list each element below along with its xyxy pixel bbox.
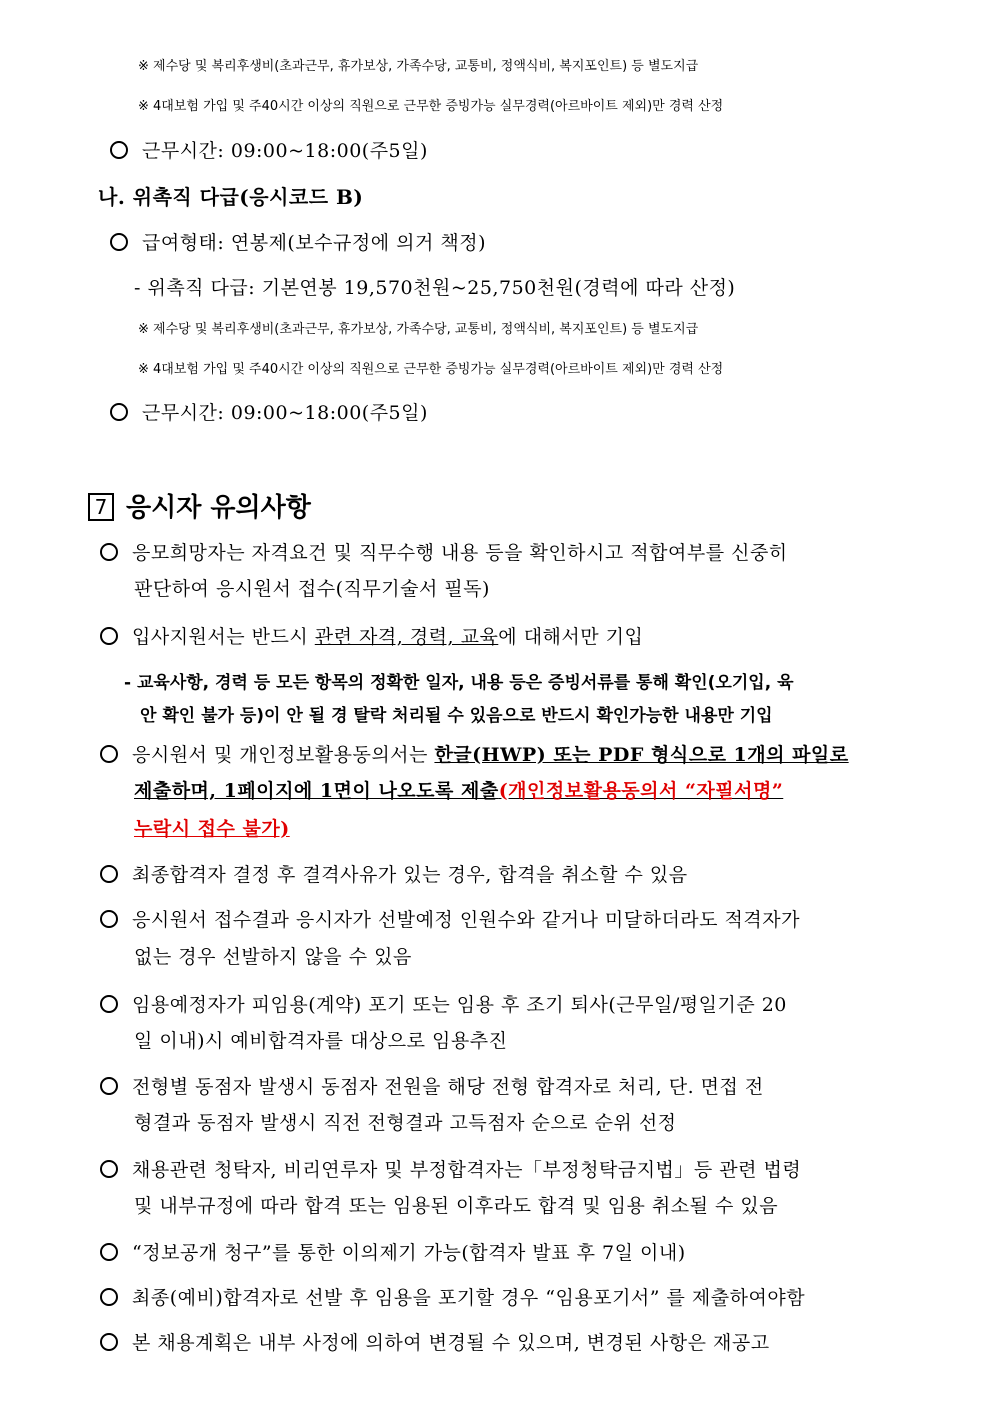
section-number-box: 7 [88, 493, 114, 521]
notice-item-3 [100, 740, 849, 767]
notice-item-8 [100, 1155, 801, 1182]
notice-item-9-text: “정보공개 청구”를 통한 이의제기 가능(합격자 발표 후 7일 이내) [132, 1242, 686, 1264]
notice-item-2-underlined: 관련 자격, 경력, 교육 [314, 626, 499, 648]
notice-item-11 [100, 1328, 770, 1355]
circle-bullet-icon [100, 1077, 118, 1095]
notice-item-6-line-1: 임용예정자가 피임용(계약) 포기 또는 임용 후 조기 퇴사(근무일/평일기준 20 [132, 994, 787, 1016]
circle-bullet-icon [100, 1288, 118, 1306]
career-note: ※ 4대보험 가입 및 주40시간 이상의 직원으로 근무한 증빙가능 실무경력(아르바이트 제외)만 경력 산정 [138, 99, 724, 114]
notice-item-2-text-b: 에 대해서만 기입 [498, 626, 644, 648]
circle-bullet-icon [110, 141, 128, 159]
work-hours-line [110, 136, 428, 163]
allowance-note-b: ※ 제수당 및 복리후생비(초과근무, 휴가보상, 가족수당, 교통비, 정액식비, 복지포인트) 등 별도지급 [138, 322, 699, 337]
section-b-heading: 나. 위촉직 다급(응시코드 B) [98, 185, 364, 209]
notice-item-10 [100, 1283, 805, 1310]
notice-item-2-text-a: 입사지원서는 반드시 [132, 626, 315, 648]
section-7-heading [88, 487, 311, 524]
circle-bullet-icon [100, 995, 118, 1013]
notice-item-5 [100, 905, 800, 932]
notice-item-6 [100, 990, 787, 1017]
circle-bullet-icon [100, 1243, 118, 1261]
notice-item-6-line-2: 일 이내)시 예비합격자를 대상으로 임용추진 [134, 1030, 508, 1052]
notice-item-5-line-1: 응시원서 접수결과 응시자가 선발예정 인원수와 같거나 미달하더라도 적격자가 [132, 909, 800, 931]
notice-item-3-line-2 [134, 776, 783, 803]
notice-item-4 [100, 860, 688, 887]
notice-item-2-sub-line-1: - 교육사항, 경력 등 모든 항목의 정확한 일자, 내용 등은 증빙서류를 통해 확인(오기입, 육 [124, 673, 794, 693]
notice-item-7-line-1: 전형별 동점자 발생시 동점자 전원을 해당 전형 합격자로 처리, 단. 면접 전 [132, 1076, 764, 1098]
section-title: 응시자 유의사항 [126, 493, 311, 523]
career-note-b: ※ 4대보험 가입 및 주40시간 이상의 직원으로 근무한 증빙가능 실무경력(아르바이트 제외)만 경력 산정 [138, 362, 724, 377]
notice-item-1-line-2: 판단하여 응시원서 접수(직무기술서 필독) [134, 578, 490, 600]
pay-type-line [110, 228, 486, 255]
notice-item-11-text: 본 채용계획은 내부 사정에 의하여 변경될 수 있으며, 변경된 사항은 재공고 [132, 1332, 770, 1354]
notice-item-3-line-2-text: 제출하며, 1페이지에 1면이 나오도록 제출 [134, 780, 499, 802]
notice-item-3-underlined: 한글(HWP) 또는 PDF 형식으로 1개의 파일로 [434, 744, 849, 766]
notice-item-5-line-2: 없는 경우 선발하지 않을 수 있음 [134, 946, 412, 968]
circle-bullet-icon [100, 910, 118, 928]
pay-type-text: 급여형태: 연봉제(보수규정에 의거 책정) [142, 232, 487, 254]
circle-bullet-icon [110, 403, 128, 421]
circle-bullet-icon [100, 1160, 118, 1178]
notice-item-8-line-2: 및 내부규정에 따라 합격 또는 임용된 이후라도 합격 및 임용 취소될 수 있음 [134, 1195, 779, 1217]
circle-bullet-icon [100, 627, 118, 645]
notice-item-3-text-a: 응시원서 및 개인정보활용동의서는 [132, 744, 435, 766]
circle-bullet-icon [110, 233, 128, 251]
allowance-note: ※ 제수당 및 복리후생비(초과근무, 휴가보상, 가족수당, 교통비, 정액식비, 복지포인트) 등 별도지급 [138, 59, 699, 74]
work-hours-line-b [110, 398, 428, 425]
notice-item-1-line-1: 응모희망자는 자격요건 및 직무수행 내용 등을 확인하시고 적합여부를 신중히 [132, 542, 788, 564]
notice-item-8-line-1: 채용관련 청탁자, 비리연루자 및 부정합격자는「부정청탁금지법」등 관련 법령 [132, 1159, 802, 1181]
circle-bullet-icon [100, 865, 118, 883]
notice-item-4-text: 최종합격자 결정 후 결격사유가 있는 경우, 합격을 취소할 수 있음 [132, 864, 688, 886]
notice-item-1 [100, 538, 788, 565]
notice-item-10-text: 최종(예비)합격자로 선발 후 임용을 포기할 경우 “임용포기서” 를 제출하여야함 [132, 1287, 806, 1309]
notice-item-2 [100, 622, 643, 649]
notice-item-7 [100, 1072, 764, 1099]
work-hours-text-b: 근무시간: 09:00~18:00(주5일) [142, 402, 428, 424]
work-hours-text: 근무시간: 09:00~18:00(주5일) [142, 140, 428, 162]
notice-item-2-sub-line-2: 안 확인 불가 등)이 안 될 경 탈락 처리될 수 있음으로 반드시 확인가능한 내용만 기입 [140, 706, 773, 726]
notice-item-7-line-2: 형결과 동점자 발생시 직전 전형결과 고득점자 순으로 순위 선정 [134, 1112, 677, 1134]
circle-bullet-icon [100, 745, 118, 763]
circle-bullet-icon [100, 543, 118, 561]
salary-line: - 위촉직 다급: 기본연봉 19,570천원~25,750천원(경력에 따라 산정) [134, 277, 736, 299]
notice-item-3-red-text: (개인정보활용동의서 “자필서명” [498, 780, 784, 802]
notice-item-9 [100, 1238, 686, 1265]
notice-item-3-line-3: 누락시 접수 불가) [134, 818, 290, 840]
circle-bullet-icon [100, 1333, 118, 1351]
